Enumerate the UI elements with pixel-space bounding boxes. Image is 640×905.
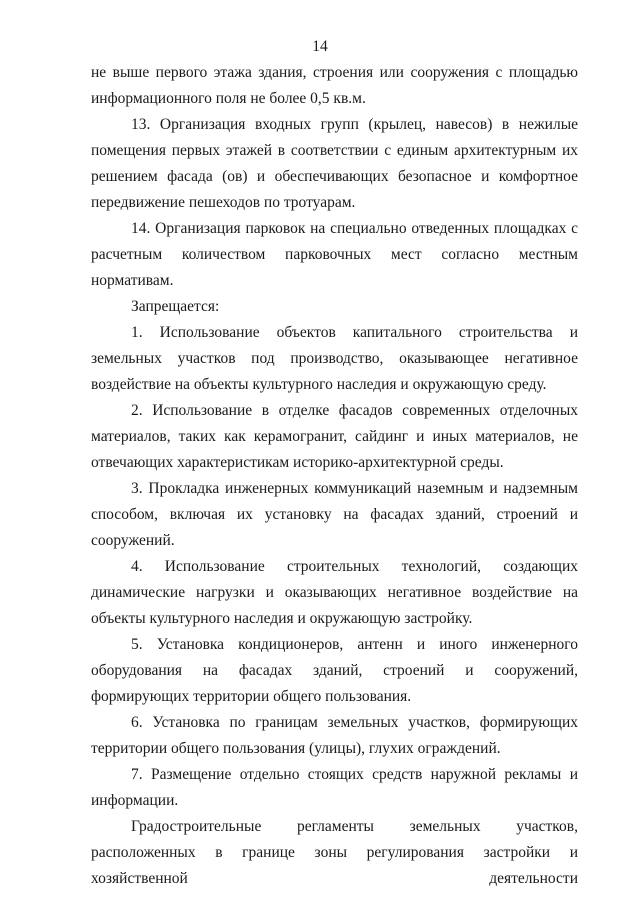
paragraph-prohibited-5: 5. Установка кондиционеров, антенн и иного инженерного оборудования на фасадах зданий, строений и сооружений, формирующих территории общего пользования. [91, 636, 578, 705]
paragraph-prohibited-7: 7. Размещение отдельно стоящих средств наружной рекламы и информации. [91, 766, 578, 809]
paragraph-prohibited-6: 6. Установка по границам земельных участков, формирующих территории общего пользования (улицы), глухих ограждений. [91, 714, 578, 757]
paragraph-item-13: 13. Организация входных групп (крылец, навесов) в нежилые помещения первых этажей в соответствии с единым архитектурным их решением фасада (ов) и обеспечивающих безопасное и комфортное передвижение пешеходов по тротуарам. [91, 116, 578, 211]
paragraph-regulations: Градостроительные регламенты земельных участков, расположенных в границе зоны регулирования застройки и хозяйственной деятельности [91, 818, 578, 887]
paragraph-continuation: не выше первого этажа здания, строения или сооружения с площадью информационного поля не более 0,5 кв.м. [91, 64, 578, 107]
paragraph-prohibited-3: 3. Прокладка инженерных коммуникаций наземным и надземным способом, включая их установку на фасадах зданий, строений и сооружений. [91, 480, 578, 549]
paragraph-prohibited-heading: Запрещается: [131, 298, 220, 315]
document-body [91, 60, 578, 892]
page-number: 14 [312, 38, 328, 55]
paragraph-prohibited-1: 1. Использование объектов капитального строительства и земельных участков под производство, оказывающее негативное воздействие на объекты культурного наследия и окружающую среду. [91, 324, 578, 393]
paragraph-prohibited-4: 4. Использование строительных технологий, создающих динамические нагрузки и оказывающих негативное воздействие на объекты культурного наследия и окружающую застройку. [91, 558, 578, 627]
paragraph-item-14: 14. Организация парковок на специально отведенных площадках с расчетным количеством парковочных мест согласно местным нормативам. [91, 220, 578, 289]
paragraph-prohibited-2: 2. Использование в отделке фасадов современных отделочных материалов, таких как керамогранит, сайдинг и иных материалов, не отвечающих характеристикам историко-архитектурной среды. [91, 402, 578, 471]
